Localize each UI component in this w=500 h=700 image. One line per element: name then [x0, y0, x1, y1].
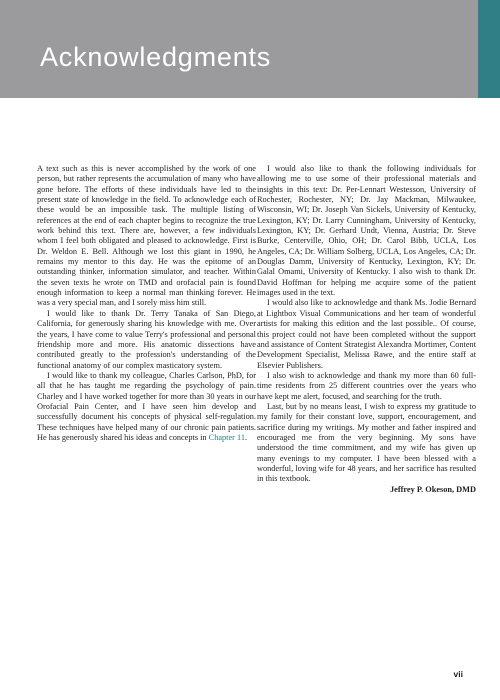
chapter-11-link[interactable]: Chapter 11 [208, 432, 245, 442]
paragraph-residents: I also wish to acknowledge and thank my more than 60 full-time residents from 25 different countries over the years who have kept me alert, focused, and searching for the truth. [257, 370, 476, 401]
header-accent-bar [478, 0, 500, 98]
paragraph-tanaka: I would like to thank Dr. Terry Tanaka of San Diego, California, for generously sharing his knowledge with me. Over the years, I have come to value Terry's professional and personal friendship more and more. His anatomic dissections have contributed greatly to the profession's understanding of the functional anatomy of our complex masticatory system. [37, 308, 256, 370]
text-column-right [257, 164, 476, 495]
paragraph-carlson-text: I would like to thank my colleague, Charles Carlson, PhD, for all that he has taught me regarding the psychology of pain. Charley and I have worked together for more than 30 years in our Orofacial Pain Center, and I have seen him develop and successfully document his concepts of physical self-regulation. These techniques have helped many of our chronic pain patients. He has generously shared his ideas and concepts in [37, 370, 256, 442]
paragraph-intro: A text such as this is never accomplished by the work of one person, but rather represents the accumulation of many who have gone before. The efforts of these individuals have led to the present state of knowledge in the field. To acknowledge each of these would be an impossible task. The multiple listing of references at the end of each chapter begins to recognize the true work behind this text. There are, however, a few individuals whom I feel both obligated and pleased to acknowledge. First is Dr. Weldon E. Bell. Although we lost this giant in 1990, he remains my mentor to this day. He was the epitome of an outstanding thinker, information simulator, and teacher. Within the seven texts he wrote on TMD and orofacial pain is found enough information to keep a normal man thinking forever. He was a very special man, and I sorely miss him still. [37, 164, 256, 308]
paragraph-carlson-end: . [244, 432, 248, 442]
text-column-left [37, 164, 256, 443]
paragraph-carlson [37, 371, 256, 443]
author-signature: Jeffrey P. Okeson, DMD [390, 484, 476, 494]
paragraph-family: Last, but by no means least, I wish to express my gratitude to my family for their constant love, support, encouragement, and sacrifice during my writings. My mother and father inspired and encouraged me from the very beginning. My sons have understood the time commitment, and my wife has given up many evenings to my computer. I have been blessed with a wonderful, loving wife for 48 years, and her sacrifice has resulted in this textbook. [257, 401, 476, 484]
paragraph-contributors: I would also like to thank the following individuals for allowing me to use some of their professional materials and insights in this text: Dr. Per-Lennart Westesson, University of Rochester, Rochester, NY; Dr. Jay Mackman, Milwaukee, Wisconsin, WI; Dr. Joseph Van Sickels, University of Kentucky, Lexington, KY; Dr. Larry Cunningham, University of Kentucky, Lexington, KY; Dr. Gerhard Undt, Vienna, Austria; Dr. Steve Burke, Centerville, Ohio, OH; Dr. Carol Bibb, UCLA, Los Angeles, CA; Dr. William Solberg, UCLA, Los Angeles, CA; Dr. Douglas Damm, University of Kentucky, Lexington, KY; Dr. Galal Omami, University of Kentucky. I also wish to thank Dr. David Hoffman for helping me acquire some of the patient images used in the text. [257, 164, 476, 298]
page-number: vii [453, 669, 463, 679]
paragraph-artists: I would also like to acknowledge and thank Ms. Jodie Bernard at Lightbox Visual Communications and her team of wonderful artists for making this edition and the last possible.. Of course, this project could not have been completed without the support and assistance of Content Strategist Alexandra Mortimer, Content Development Specialist, Melissa Rawe, and the entire staff at Elsevier Publishers. [257, 298, 476, 370]
page-title: Acknowledgments [40, 42, 272, 72]
